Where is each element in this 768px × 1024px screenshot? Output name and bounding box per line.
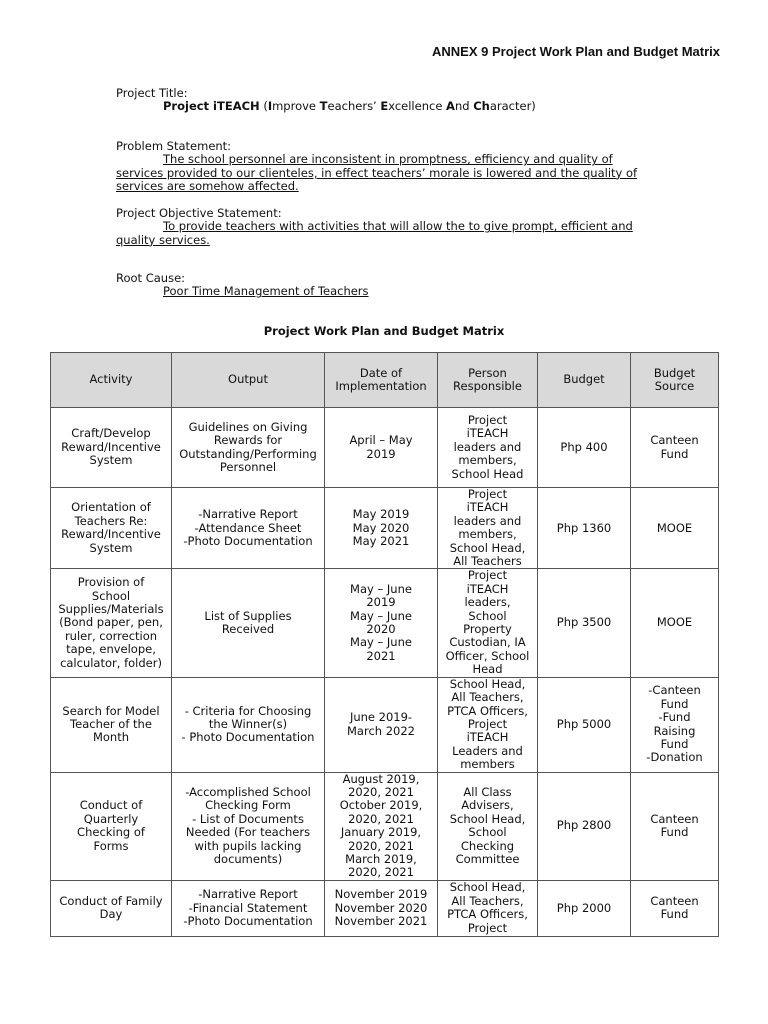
output-cell-line: -Photo Documentation bbox=[183, 913, 313, 928]
date-cell-line: January 2019, bbox=[340, 825, 422, 840]
person-cell-line: Project bbox=[467, 716, 508, 731]
date-cell-line: May – June bbox=[350, 608, 412, 623]
output-cell bbox=[172, 408, 325, 488]
source-cell-line: Fund bbox=[660, 446, 689, 461]
activity-cell-line: Day bbox=[99, 907, 123, 922]
output-cell-line: Rewards for bbox=[213, 433, 283, 448]
problem-statement-section bbox=[116, 140, 656, 194]
date-cell bbox=[325, 408, 438, 488]
person-cell-line: All Teachers, bbox=[451, 690, 524, 705]
source-cell-line: Canteen bbox=[650, 893, 699, 908]
table-row bbox=[51, 488, 719, 569]
person-cell-line: School Head, bbox=[449, 540, 526, 555]
activity-cell bbox=[51, 408, 172, 488]
source-cell-line: Canteen bbox=[650, 433, 699, 448]
activity-cell-line: Teacher of the bbox=[70, 716, 152, 731]
project-title-text: Project iTEACH (Improve Teachers’ Excellence And Character) bbox=[163, 99, 536, 114]
source-cell bbox=[631, 772, 719, 880]
activity-cell-line: Reward/Incentive bbox=[61, 439, 161, 454]
person-cell-line: School Head, bbox=[449, 676, 526, 691]
budget-cell bbox=[538, 677, 631, 772]
person-cell-line: School Head, bbox=[449, 811, 526, 826]
output-cell bbox=[172, 569, 325, 677]
date-cell-line: March 2022 bbox=[347, 723, 415, 738]
person-cell bbox=[438, 677, 538, 772]
activity-cell bbox=[51, 677, 172, 772]
budget-cell bbox=[538, 488, 631, 569]
objective-text: To provide teachers with activities that will allow the to give prompt, efficient and quality services. bbox=[116, 219, 633, 247]
activity-cell-line: Quarterly bbox=[83, 811, 139, 826]
date-cell-line: May – June bbox=[350, 581, 412, 596]
person-cell-line: members, bbox=[458, 527, 517, 542]
table-body bbox=[51, 408, 719, 937]
activity-cell-line: Reward/Incentive bbox=[61, 527, 161, 542]
problem-statement-text: The school personnel are inconsistent in promptness, efficiency and quality of services provided to our clienteles, in effect teachers’ morale is lowered and the quality of services are somehow affected. bbox=[116, 152, 638, 194]
root-cause-text: Poor Time Management of Teachers bbox=[163, 284, 369, 299]
header-budget: Budget bbox=[538, 353, 631, 408]
date-cell-line: May – June bbox=[350, 635, 412, 650]
project-title-section bbox=[116, 87, 656, 114]
person-cell bbox=[438, 772, 538, 880]
activity-cell-line: Forms bbox=[93, 838, 129, 853]
header-output: Output bbox=[172, 353, 325, 408]
date-cell-line: June 2019- bbox=[349, 710, 413, 725]
source-cell-line: Raising bbox=[653, 723, 696, 738]
header-date: Date of Implementation bbox=[325, 353, 438, 408]
source-cell-line: Fund bbox=[660, 907, 689, 922]
table-row bbox=[51, 569, 719, 677]
activity-cell-line: Supplies/Materials bbox=[58, 601, 164, 616]
activity-cell bbox=[51, 488, 172, 569]
output-cell-line: -Narrative Report bbox=[198, 887, 298, 902]
activity-cell bbox=[51, 772, 172, 880]
activity-cell-line: tape, envelope, bbox=[66, 642, 156, 657]
output-cell-line: -Financial Statement bbox=[188, 900, 308, 915]
table-row bbox=[51, 772, 719, 880]
source-cell-line: MOOE bbox=[656, 615, 693, 630]
person-cell-line: PTCA Officers, bbox=[447, 907, 528, 922]
output-cell-line: -Accomplished School bbox=[185, 784, 311, 799]
person-cell-line: All Teachers, bbox=[451, 893, 524, 908]
output-cell bbox=[172, 488, 325, 569]
source-cell-line: MOOE bbox=[656, 520, 693, 535]
date-cell-line: March 2019, bbox=[345, 851, 417, 866]
source-cell bbox=[631, 569, 719, 677]
person-cell-line: iTEACH bbox=[466, 426, 509, 441]
date-cell-line: October 2019, bbox=[339, 798, 423, 813]
date-cell bbox=[325, 772, 438, 880]
person-cell-line: Project bbox=[467, 568, 508, 583]
person-cell-line: Custodian, IA bbox=[449, 635, 526, 650]
person-cell-line: All Teachers bbox=[453, 554, 522, 569]
table-title: Project Work Plan and Budget Matrix bbox=[263, 324, 505, 338]
date-cell-line: May 2020 bbox=[352, 520, 410, 535]
activity-cell-line: Search for Model bbox=[62, 703, 160, 718]
root-cause-section bbox=[116, 272, 656, 299]
date-cell-line: May 2019 bbox=[352, 507, 410, 522]
date-cell-line: 2020, 2021 bbox=[348, 811, 414, 826]
output-cell-line: Personnel bbox=[219, 459, 277, 474]
objective-section bbox=[116, 207, 656, 247]
budget-cell-line: Php 1360 bbox=[556, 520, 612, 535]
output-cell-line: -Photo Documentation bbox=[183, 533, 313, 548]
budget-cell bbox=[538, 408, 631, 488]
output-cell-line: with pupils lacking bbox=[194, 838, 302, 853]
activity-cell-line: Teachers Re: bbox=[74, 513, 148, 528]
activity-cell-line: Month bbox=[92, 730, 130, 745]
header-activity: Activity bbox=[51, 353, 172, 408]
budget-cell bbox=[538, 880, 631, 936]
root-cause-label: Root Cause: bbox=[116, 271, 186, 285]
source-cell-line: Fund bbox=[660, 825, 689, 840]
output-cell bbox=[172, 880, 325, 936]
person-cell-line: Checking bbox=[460, 838, 515, 853]
source-cell-line: Fund bbox=[660, 737, 689, 752]
person-cell bbox=[438, 569, 538, 677]
output-cell-line: Outstanding/Performing bbox=[179, 446, 317, 461]
activity-cell-line: School bbox=[91, 588, 131, 603]
output-cell bbox=[172, 677, 325, 772]
person-cell-line: School Head, bbox=[449, 880, 526, 895]
date-cell bbox=[325, 488, 438, 569]
output-cell-line: Guidelines on Giving bbox=[188, 419, 308, 434]
output-cell-line: -Attendance Sheet bbox=[194, 520, 302, 535]
date-cell-line: May 2021 bbox=[352, 533, 410, 548]
person-cell-line: PTCA Officers, bbox=[447, 703, 528, 718]
activity-cell-line: Conduct of Family bbox=[59, 893, 163, 908]
output-cell-line: - List of Documents bbox=[192, 811, 304, 826]
date-cell-line: April – May bbox=[349, 433, 413, 448]
output-cell-line: - Criteria for Choosing bbox=[184, 703, 312, 718]
person-cell-line: members bbox=[460, 757, 515, 772]
output-cell-line: -Narrative Report bbox=[198, 507, 298, 522]
date-cell-line: 2020, 2021 bbox=[348, 784, 414, 799]
person-cell-line: School bbox=[468, 608, 507, 623]
source-cell bbox=[631, 408, 719, 488]
source-cell-line: Canteen bbox=[650, 811, 699, 826]
output-cell-line: Received bbox=[221, 622, 275, 637]
budget-cell-line: Php 2800 bbox=[556, 818, 612, 833]
person-cell-line: All Class bbox=[463, 784, 512, 799]
activity-cell-line: Checking of bbox=[77, 825, 145, 840]
header-source: Budget Source bbox=[631, 353, 719, 408]
output-cell-line: - Photo Documentation bbox=[181, 730, 315, 745]
budget-cell-line: Php 400 bbox=[560, 439, 608, 454]
date-cell-line: 2021 bbox=[366, 648, 396, 663]
budget-cell-line: Php 5000 bbox=[556, 716, 612, 731]
date-cell-line: November 2020 bbox=[334, 900, 428, 915]
person-cell bbox=[438, 880, 538, 936]
person-cell-line: Project bbox=[467, 920, 508, 935]
source-cell-line: Fund bbox=[660, 696, 689, 711]
person-cell bbox=[438, 488, 538, 569]
budget-cell-line: Php 2000 bbox=[556, 900, 612, 915]
date-cell bbox=[325, 880, 438, 936]
work-plan-table bbox=[50, 352, 719, 937]
person-cell-line: Head bbox=[472, 662, 503, 677]
objective-label: Project Objective Statement: bbox=[116, 206, 282, 220]
date-cell-line: November 2019 bbox=[334, 887, 428, 902]
activity-cell-line: Provision of bbox=[77, 575, 145, 590]
date-cell-line: August 2019, bbox=[342, 771, 420, 786]
budget-cell bbox=[538, 569, 631, 677]
output-cell-line: documents) bbox=[213, 851, 283, 866]
date-cell bbox=[325, 569, 438, 677]
output-cell-line: Checking Form bbox=[205, 798, 291, 813]
problem-statement-label: Problem Statement: bbox=[116, 139, 232, 153]
budget-cell-line: Php 3500 bbox=[556, 615, 612, 630]
annex-title: ANNEX 9 Project Work Plan and Budget Matrix bbox=[432, 44, 720, 59]
person-cell-line: Leaders and bbox=[452, 743, 523, 758]
person-cell-line: Officer, School bbox=[445, 648, 530, 663]
output-cell-line: List of Supplies bbox=[204, 608, 292, 623]
output-cell-line: the Winner(s) bbox=[208, 716, 288, 731]
table-header-row bbox=[51, 353, 719, 408]
person-cell-line: iTEACH bbox=[466, 581, 509, 596]
table-row bbox=[51, 880, 719, 936]
date-cell-line: November 2021 bbox=[334, 913, 428, 928]
source-cell bbox=[631, 880, 719, 936]
date-cell-line: 2020, 2021 bbox=[348, 838, 414, 853]
source-cell-line: -Canteen bbox=[648, 683, 701, 698]
activity-cell bbox=[51, 880, 172, 936]
date-cell-line: 2020, 2021 bbox=[348, 865, 414, 880]
source-cell-line: -Donation bbox=[646, 750, 703, 765]
person-cell-line: Property bbox=[463, 622, 512, 637]
date-cell-line: 2019 bbox=[366, 595, 396, 610]
output-cell bbox=[172, 772, 325, 880]
table-row bbox=[51, 677, 719, 772]
activity-cell-line: calculator, folder) bbox=[60, 655, 162, 670]
person-cell-line: School bbox=[468, 825, 507, 840]
person-cell-line: Project bbox=[467, 412, 508, 427]
activity-cell bbox=[51, 569, 172, 677]
source-cell bbox=[631, 677, 719, 772]
person-cell bbox=[438, 408, 538, 488]
output-cell-line: Needed (For teachers bbox=[185, 825, 311, 840]
header-person: Person Responsible bbox=[438, 353, 538, 408]
table-row bbox=[51, 408, 719, 488]
date-cell bbox=[325, 677, 438, 772]
source-cell-line: -Fund bbox=[658, 710, 691, 725]
activity-cell-line: Craft/Develop bbox=[71, 426, 151, 441]
person-cell-line: Advisers, bbox=[461, 798, 514, 813]
person-cell-line: School Head bbox=[451, 466, 524, 481]
person-cell-line: leaders, bbox=[464, 595, 511, 610]
date-cell-line: 2020 bbox=[366, 622, 396, 637]
person-cell-line: iTEACH bbox=[466, 730, 509, 745]
activity-cell-line: (Bond paper, pen, bbox=[59, 615, 163, 630]
activity-cell-line: System bbox=[89, 540, 133, 555]
activity-cell-line: Orientation of bbox=[71, 500, 151, 515]
person-cell-line: Committee bbox=[455, 851, 520, 866]
person-cell-line: iTEACH bbox=[466, 500, 509, 515]
person-cell-line: leaders and bbox=[453, 513, 522, 528]
project-title-label: Project Title: bbox=[116, 86, 188, 100]
person-cell-line: Project bbox=[467, 487, 508, 501]
budget-cell bbox=[538, 772, 631, 880]
activity-cell-line: Conduct of bbox=[79, 798, 143, 813]
activity-cell-line: ruler, correction bbox=[64, 628, 158, 643]
person-cell-line: leaders and bbox=[453, 439, 522, 454]
activity-cell-line: System bbox=[89, 453, 133, 468]
person-cell-line: members, bbox=[458, 453, 517, 468]
date-cell-line: 2019 bbox=[366, 446, 396, 461]
source-cell bbox=[631, 488, 719, 569]
